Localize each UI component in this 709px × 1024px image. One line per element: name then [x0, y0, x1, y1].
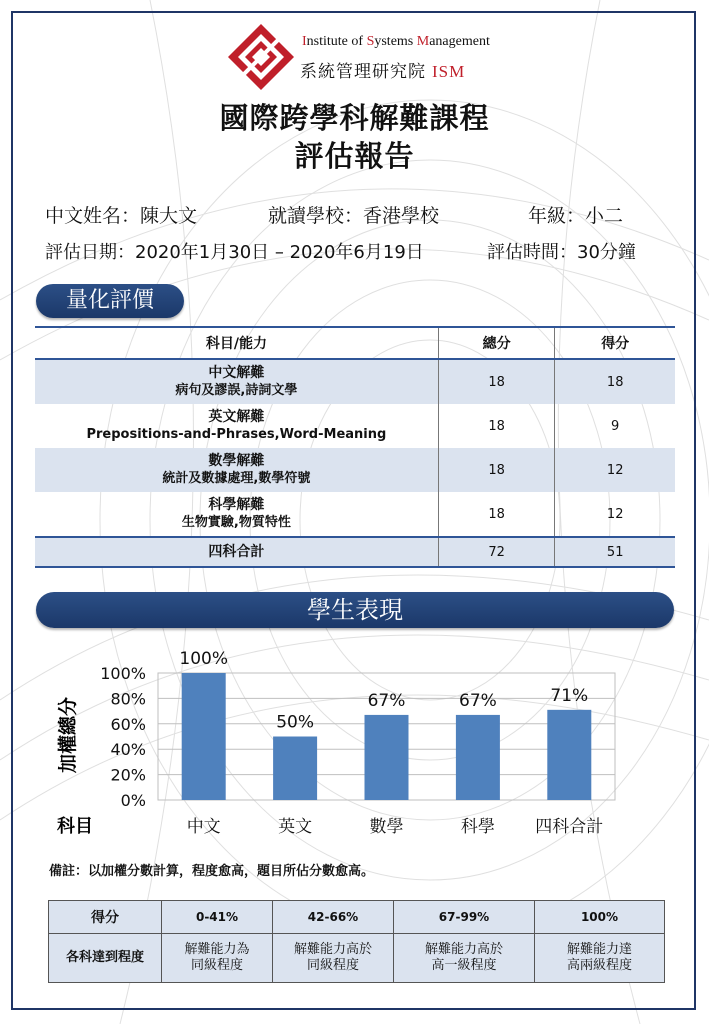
total-label: 四科合計	[35, 537, 438, 567]
chart-y-tick-label: 100%	[100, 664, 146, 683]
chart-data-label: 100%	[179, 649, 229, 669]
level-range: 42-66%	[273, 901, 394, 934]
section-quantitative-header	[36, 284, 184, 318]
org-abbr: ISM	[432, 62, 466, 81]
total-cell: 18	[438, 448, 555, 492]
note-text: 備註：以加權分數計算，程度愈高，題目所佔分數愈高。	[49, 864, 375, 879]
chart-data-label: 67%	[367, 690, 406, 711]
chart-y-tick-label: 0%	[120, 791, 146, 810]
score-cell: 12	[555, 448, 675, 492]
chart-bar	[182, 673, 226, 800]
student-school: 就讀學校：香港學校	[268, 205, 440, 227]
level-range: 67-99%	[394, 901, 535, 934]
levels-table	[48, 900, 665, 983]
levels-row	[49, 934, 665, 983]
score-cell: 18	[555, 359, 675, 404]
chart-category-label: 英文	[278, 817, 313, 837]
section-performance-title: 學生表現	[307, 596, 403, 624]
total-cell: 18	[438, 404, 555, 448]
level-desc: 解難能力達 高兩級程度	[535, 934, 665, 983]
total-row	[35, 537, 675, 567]
chart-y-tick-label: 20%	[110, 765, 146, 785]
subject-cell: 英文解難 Prepositions-and-Phrases,Word-Meaning	[86, 409, 387, 442]
performance-chart	[50, 635, 630, 845]
levels-row-label: 各科達到程度	[49, 934, 162, 983]
report-subtitle: 評估報告	[294, 139, 415, 173]
header-subject: 科目/能力	[35, 327, 438, 359]
score-cell: 12	[555, 492, 675, 537]
table-row	[35, 359, 675, 404]
chart-categories	[187, 816, 604, 837]
level-range: 100%	[535, 901, 665, 934]
chart-y-tick-label: 60%	[110, 714, 146, 734]
chart-y-tick-label: 40%	[110, 740, 146, 760]
table-row	[35, 404, 675, 448]
levels-header-row	[49, 901, 665, 934]
total-score: 51	[555, 537, 675, 567]
scores-header-row	[35, 327, 675, 359]
chart-category-label: 數學	[369, 817, 404, 837]
chart-data-label: 71%	[550, 685, 589, 706]
chart-bar	[456, 715, 500, 800]
chart-data-label: 67%	[459, 690, 497, 711]
chart-bar	[273, 737, 317, 801]
total-cell: 18	[438, 359, 555, 404]
chart-y-tick-label: 80%	[110, 689, 146, 709]
total-cell: 18	[438, 492, 555, 537]
student-name: 中文姓名：陳大文	[45, 205, 198, 227]
score-cell: 9	[555, 404, 675, 448]
total-total: 72	[438, 537, 555, 567]
chart-x-axis-label: 科目	[57, 816, 93, 837]
chart-y-axis-label: 加權總分	[57, 696, 79, 774]
subject-cell: 中文解難 病句及謬誤,詩詞文學	[35, 359, 438, 404]
report-title: 國際跨學科解難課程	[219, 101, 490, 135]
header-total: 總分	[438, 327, 555, 359]
ism-logo-icon	[226, 22, 296, 92]
chart-category-label: 科學	[460, 817, 495, 837]
level-desc: 解難能力高於 高一級程度	[394, 934, 535, 983]
assessment-duration: 評估時間：30分鐘	[487, 242, 636, 263]
chart-y-ticks	[100, 664, 146, 810]
chart-bar	[365, 715, 409, 800]
chart-category-label: 中文	[186, 817, 221, 837]
chart-category-label: 四科合計	[535, 817, 604, 837]
scores-table	[35, 326, 675, 568]
org-chinese-name: 系統管理研究院 ISM	[300, 62, 466, 82]
assessment-dates: 評估日期：2020年1月30日 – 2020年6月19日	[45, 242, 424, 263]
section-quantitative-title: 量化評價	[65, 288, 154, 313]
level-desc: 解難能力為 同級程度	[162, 934, 273, 983]
student-grade: 年級：小二	[528, 205, 624, 227]
levels-header-label: 得分	[49, 901, 162, 934]
chart-bar	[547, 710, 591, 800]
level-desc: 解難能力高於 同級程度	[273, 934, 394, 983]
header-score: 得分	[555, 327, 675, 359]
level-range: 0-41%	[162, 901, 273, 934]
table-row	[35, 448, 675, 492]
chart-data-label: 50%	[276, 712, 314, 733]
subject-cell: 數學解難 統計及數據處理,數學符號	[35, 448, 438, 492]
subject-cell: 科學解難 生物實驗,物質特性	[181, 497, 291, 530]
org-english-name: Institute of Systems Management	[302, 34, 490, 49]
table-row	[35, 492, 675, 537]
section-performance-header	[36, 592, 674, 628]
